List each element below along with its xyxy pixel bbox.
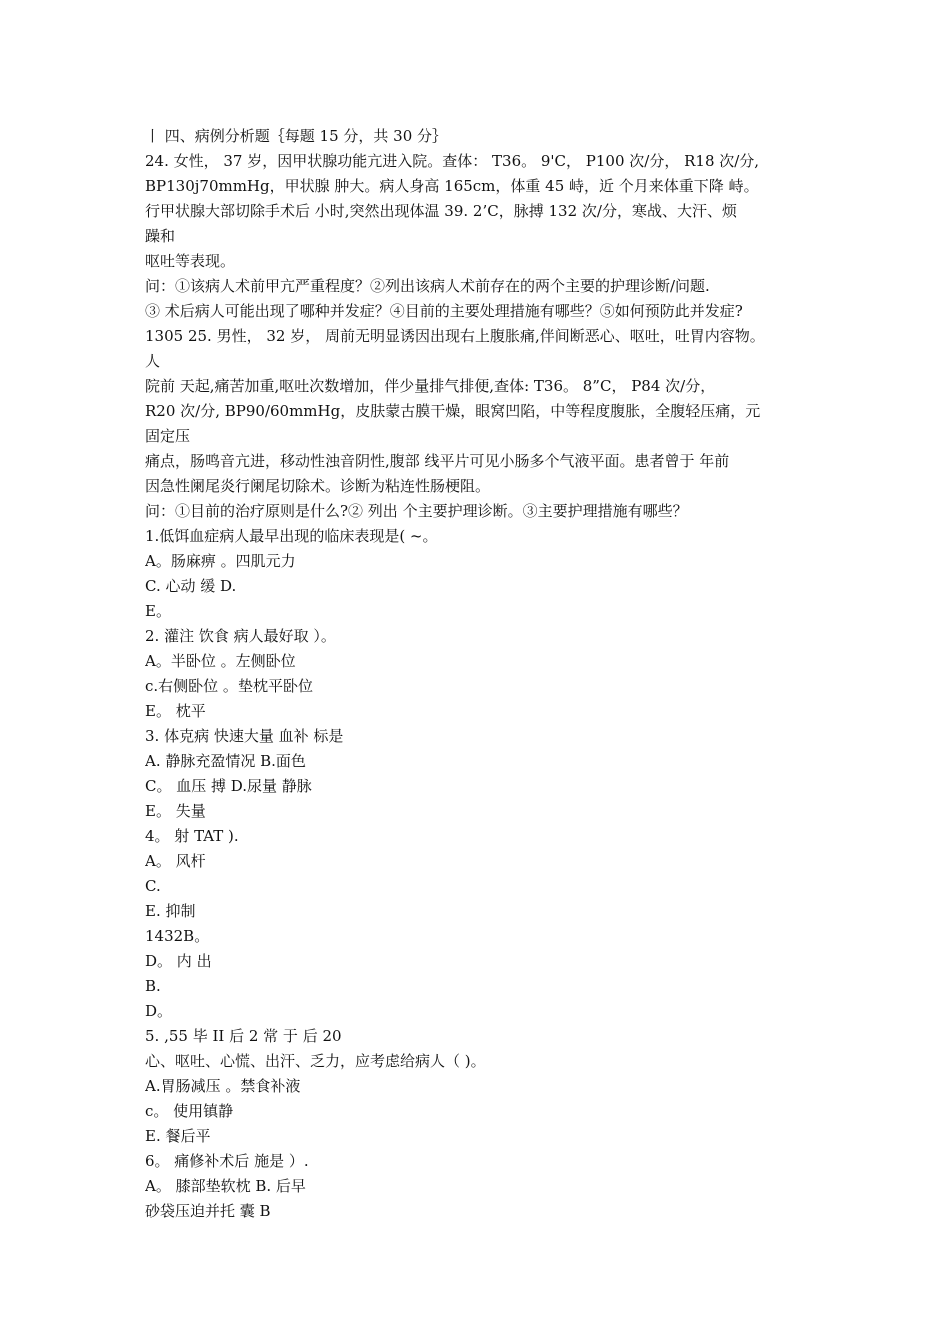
question-3-options-e: E。 失量 (145, 802, 206, 820)
case-24-question-2: ③ 术后病人可能出现了哪种并发症？④目前的主要处理措施有哪些？⑤如何预防此并发症? (145, 302, 743, 320)
section-heading: 丨 四、病例分析题｛每题 15 分，共 30 分｝ (145, 127, 448, 145)
question-4-option-a: A。 风杆 (145, 852, 206, 870)
case-25-line-6: 痛点，肠鸣音亢进，移动性浊音阴性,腹部 线平片可见小肠多个气液平面。患者曾于 年前 (145, 452, 730, 470)
case-24-line-2: BP130j70mmHg，甲状腺 肿大。病人身高 165cm，体重 45 峙，近 个月来体重下降 峙。 (145, 177, 759, 195)
case-24-question-1: 问：①该病人术前甲亢严重程度？②列出该病人术前存在的两个主要的护理诊断/问题. (145, 277, 710, 295)
question-4-option-c: C. (145, 877, 161, 895)
question-6-options-fragment: 砂袋压迫并托 囊 B (145, 1202, 271, 1220)
case-24-line-1: 24. 女性， 37 岁，因甲状腺功能亢进入院。查体： T36。 9'C， P100 次/分， R18 次/分, (145, 152, 760, 170)
question-5: 5. ,55 毕 II 后 2 常 于 后 20 (145, 1027, 342, 1045)
question-4-option-d-2: D。 (145, 1002, 173, 1020)
question-1-options-e: E。 (145, 602, 171, 620)
question-4-fragment-1: 1432B。 (145, 927, 210, 945)
question-5-options-c: c。 使用镇静 (145, 1102, 234, 1120)
question-4-option-e: E. 抑制 (145, 902, 196, 920)
question-5-options-a: A.胃肠减压 。禁食补液 (145, 1077, 301, 1095)
question-1-options-c: C. 心动 缓 D. (145, 577, 237, 595)
question-5-continued: 心、呕吐、心慌、出汗、乏力，应考虑给病人（ )。 (145, 1052, 486, 1070)
question-2-options-a: A。半卧位 。左侧卧位 (145, 652, 296, 670)
question-6: 6。 痛修补术后 施是 ）. (145, 1152, 309, 1170)
case-25-line-4: R20 次/分, BP90/60mmHg，皮肤蒙古膜干燥，眼窝凹陷，中等程度腹胀，全腹轻压痛，元 (145, 402, 761, 420)
case-25-line-2: 人 (145, 352, 161, 370)
question-6-options-a: A。 膝部垫软枕 B. 后早 (145, 1177, 306, 1195)
question-2-options-e: E。 枕平 (145, 702, 206, 720)
question-2: 2. 灌注 饮食 病人最好取 ）。 (145, 627, 336, 645)
question-3-options-a: A. 静脉充盈情况 B.面色 (145, 752, 306, 770)
case-24-line-4: 躁和 (145, 227, 176, 245)
case-24-line-3: 行甲状腺大部切除手术后 小时,突然出现体温 39. 2’C，脉搏 132 次/分，寒战、大汗、烦 (145, 202, 737, 220)
question-5-options-e: E. 餐后平 (145, 1127, 211, 1145)
question-1: 1.低饵血症病人最早出现的临床表现是( ~。 (145, 527, 438, 545)
case-24-line-5: 呕吐等表现。 (145, 252, 236, 270)
case-25-line-1: 1305 25. 男性， 32 岁， 周前无明显诱因出现右上腹胀痛,伴间断恶心、呕吐，吐胃内容物。 (145, 327, 765, 345)
question-4-option-b: B. (145, 977, 161, 995)
question-4-option-d: D。 内 出 (145, 952, 212, 970)
case-25-line-5: 固定压 (145, 427, 191, 445)
question-3-options-c: C。 血压 搏 D.尿量 静脉 (145, 777, 312, 795)
question-4: 4。 射 TAT ). (145, 827, 239, 845)
question-3: 3. 体克病 快速大量 血补 标是 (145, 727, 344, 745)
question-2-options-c: c.右侧卧位 。垫枕平卧位 (145, 677, 313, 695)
case-25-question: 问：①目前的治疗原则是什么?② 列出 个主要护理诊断。③主要护理措施有哪些？ (145, 502, 688, 520)
document-body (145, 124, 835, 1224)
question-1-options-a: A。肠麻痹 。四肌元力 (145, 552, 296, 570)
case-25-line-7: 因急性阑尾炎行阑尾切除术。诊断为粘连性肠梗阻。 (145, 477, 491, 495)
case-25-line-3: 院前 天起,痛苦加重,呕吐次数增加，伴少量排气排便,查体: T36。 8”C， P84 次/分， (145, 377, 716, 395)
